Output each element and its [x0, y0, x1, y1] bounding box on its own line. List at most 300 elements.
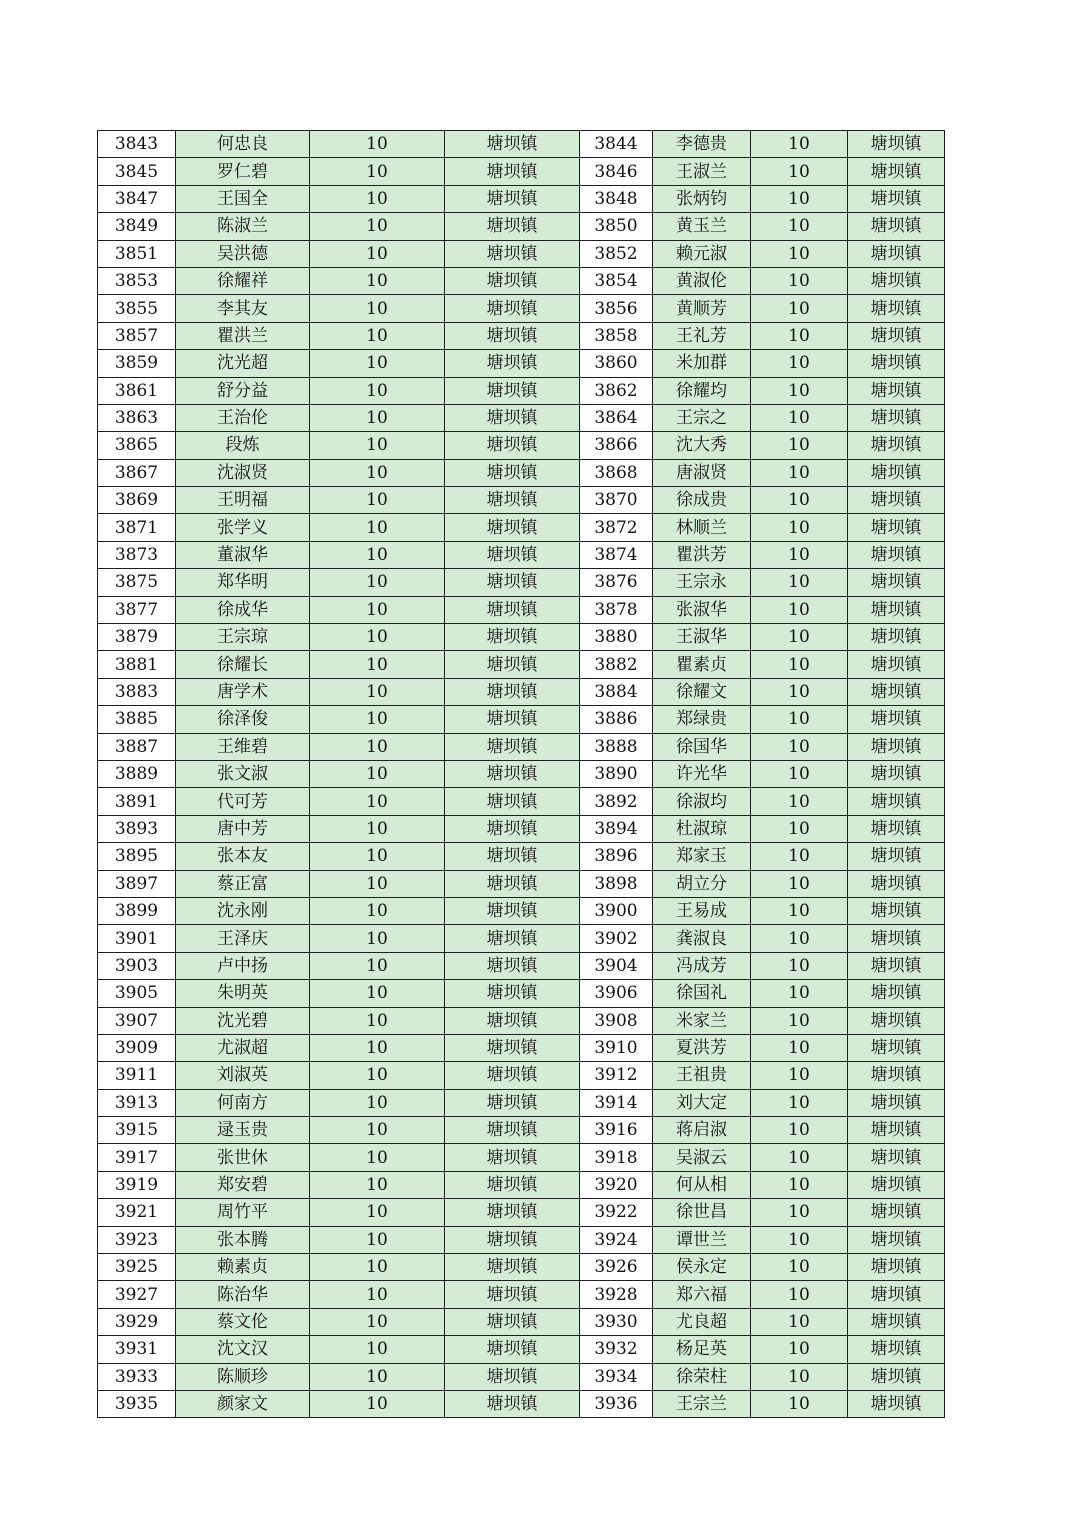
- name-cell: 何从相: [653, 1171, 751, 1198]
- value-cell: 10: [310, 1226, 445, 1253]
- town-cell: 塘坝镇: [848, 843, 945, 870]
- value-cell: 10: [751, 1089, 848, 1116]
- roster-table-body: [98, 131, 945, 1418]
- value-cell: 10: [310, 432, 445, 459]
- value-cell: 10: [310, 1336, 445, 1363]
- name-cell: 刘淑英: [176, 1062, 310, 1089]
- table-row: [98, 952, 945, 979]
- table-row: [98, 1254, 945, 1281]
- town-cell: 塘坝镇: [848, 1062, 945, 1089]
- table-row: [98, 1336, 945, 1363]
- town-cell: 塘坝镇: [445, 541, 580, 568]
- table-row: [98, 925, 945, 952]
- town-cell: 塘坝镇: [848, 377, 945, 404]
- name-cell: 徐泽俊: [176, 706, 310, 733]
- town-cell: 塘坝镇: [445, 1062, 580, 1089]
- name-cell: 徐国礼: [653, 980, 751, 1007]
- table-row: [98, 870, 945, 897]
- value-cell: 10: [751, 1144, 848, 1171]
- value-cell: 10: [751, 897, 848, 924]
- value-cell: 10: [751, 1390, 848, 1417]
- town-cell: 塘坝镇: [848, 1226, 945, 1253]
- value-cell: 10: [751, 295, 848, 322]
- town-cell: 塘坝镇: [848, 788, 945, 815]
- name-cell: 尤淑超: [176, 1034, 310, 1061]
- record-id-cell: 3880: [580, 624, 653, 651]
- town-cell: 塘坝镇: [848, 350, 945, 377]
- town-cell: 塘坝镇: [445, 815, 580, 842]
- record-id-cell: 3862: [580, 377, 653, 404]
- name-cell: 米加群: [653, 350, 751, 377]
- name-cell: 陈治华: [176, 1281, 310, 1308]
- record-id-cell: 3849: [98, 213, 176, 240]
- value-cell: 10: [310, 925, 445, 952]
- value-cell: 10: [310, 706, 445, 733]
- value-cell: 10: [310, 1308, 445, 1335]
- table-row: [98, 760, 945, 787]
- name-cell: 瞿素贞: [653, 651, 751, 678]
- town-cell: 塘坝镇: [445, 322, 580, 349]
- name-cell: 董淑华: [176, 541, 310, 568]
- value-cell: 10: [310, 1281, 445, 1308]
- value-cell: 10: [751, 624, 848, 651]
- record-id-cell: 3871: [98, 514, 176, 541]
- table-row: [98, 678, 945, 705]
- record-id-cell: 3881: [98, 651, 176, 678]
- record-id-cell: 3888: [580, 733, 653, 760]
- table-row: [98, 1363, 945, 1390]
- town-cell: 塘坝镇: [445, 843, 580, 870]
- record-id-cell: 3930: [580, 1308, 653, 1335]
- record-id-cell: 3843: [98, 131, 176, 158]
- value-cell: 10: [310, 1254, 445, 1281]
- name-cell: 吴淑云: [653, 1144, 751, 1171]
- name-cell: 朱明英: [176, 980, 310, 1007]
- value-cell: 10: [751, 1034, 848, 1061]
- name-cell: 李其友: [176, 295, 310, 322]
- record-id-cell: 3852: [580, 240, 653, 267]
- record-id-cell: 3868: [580, 459, 653, 486]
- town-cell: 塘坝镇: [445, 131, 580, 158]
- value-cell: 10: [310, 678, 445, 705]
- record-id-cell: 3853: [98, 267, 176, 294]
- town-cell: 塘坝镇: [445, 1254, 580, 1281]
- name-cell: 赖素贞: [176, 1254, 310, 1281]
- record-id-cell: 3918: [580, 1144, 653, 1171]
- value-cell: 10: [310, 459, 445, 486]
- record-id-cell: 3907: [98, 1007, 176, 1034]
- value-cell: 10: [751, 1363, 848, 1390]
- name-cell: 王治伦: [176, 404, 310, 431]
- name-cell: 沈淑贤: [176, 459, 310, 486]
- name-cell: 张文淑: [176, 760, 310, 787]
- value-cell: 10: [310, 651, 445, 678]
- value-cell: 10: [751, 815, 848, 842]
- value-cell: 10: [310, 870, 445, 897]
- name-cell: 侯永定: [653, 1254, 751, 1281]
- town-cell: 塘坝镇: [445, 1117, 580, 1144]
- record-id-cell: 3905: [98, 980, 176, 1007]
- record-id-cell: 3891: [98, 788, 176, 815]
- town-cell: 塘坝镇: [445, 459, 580, 486]
- record-id-cell: 3866: [580, 432, 653, 459]
- name-cell: 张本友: [176, 843, 310, 870]
- record-id-cell: 3898: [580, 870, 653, 897]
- town-cell: 塘坝镇: [445, 1144, 580, 1171]
- record-id-cell: 3895: [98, 843, 176, 870]
- record-id-cell: 3899: [98, 897, 176, 924]
- name-cell: 王祖贵: [653, 1062, 751, 1089]
- value-cell: 10: [751, 843, 848, 870]
- town-cell: 塘坝镇: [848, 487, 945, 514]
- record-id-cell: 3920: [580, 1171, 653, 1198]
- table-row: [98, 788, 945, 815]
- town-cell: 塘坝镇: [445, 925, 580, 952]
- value-cell: 10: [310, 514, 445, 541]
- value-cell: 10: [751, 541, 848, 568]
- value-cell: 10: [310, 897, 445, 924]
- town-cell: 塘坝镇: [848, 185, 945, 212]
- name-cell: 郑绿贵: [653, 706, 751, 733]
- name-cell: 徐耀均: [653, 377, 751, 404]
- record-id-cell: 3894: [580, 815, 653, 842]
- record-id-cell: 3915: [98, 1117, 176, 1144]
- table-row: [98, 1226, 945, 1253]
- value-cell: 10: [751, 1254, 848, 1281]
- record-id-cell: 3870: [580, 487, 653, 514]
- value-cell: 10: [751, 514, 848, 541]
- record-id-cell: 3845: [98, 158, 176, 185]
- record-id-cell: 3926: [580, 1254, 653, 1281]
- name-cell: 徐世昌: [653, 1199, 751, 1226]
- record-id-cell: 3861: [98, 377, 176, 404]
- name-cell: 尤良超: [653, 1308, 751, 1335]
- record-id-cell: 3892: [580, 788, 653, 815]
- name-cell: 李德贵: [653, 131, 751, 158]
- record-id-cell: 3931: [98, 1336, 176, 1363]
- record-id-cell: 3901: [98, 925, 176, 952]
- value-cell: 10: [751, 925, 848, 952]
- value-cell: 10: [310, 1390, 445, 1417]
- record-id-cell: 3921: [98, 1199, 176, 1226]
- value-cell: 10: [751, 1308, 848, 1335]
- name-cell: 黄淑伦: [653, 267, 751, 294]
- table-row: [98, 185, 945, 212]
- town-cell: 塘坝镇: [445, 487, 580, 514]
- value-cell: 10: [310, 596, 445, 623]
- value-cell: 10: [310, 624, 445, 651]
- record-id-cell: 3917: [98, 1144, 176, 1171]
- name-cell: 王礼芳: [653, 322, 751, 349]
- table-row: [98, 1281, 945, 1308]
- table-row: [98, 1089, 945, 1116]
- value-cell: 10: [751, 706, 848, 733]
- value-cell: 10: [310, 487, 445, 514]
- town-cell: 塘坝镇: [848, 514, 945, 541]
- town-cell: 塘坝镇: [848, 131, 945, 158]
- town-cell: 塘坝镇: [848, 1144, 945, 1171]
- town-cell: 塘坝镇: [445, 596, 580, 623]
- town-cell: 塘坝镇: [848, 1281, 945, 1308]
- name-cell: 蒋启淑: [653, 1117, 751, 1144]
- value-cell: 10: [310, 158, 445, 185]
- table-row: [98, 267, 945, 294]
- name-cell: 颜家文: [176, 1390, 310, 1417]
- record-id-cell: 3929: [98, 1308, 176, 1335]
- record-id-cell: 3855: [98, 295, 176, 322]
- town-cell: 塘坝镇: [445, 1199, 580, 1226]
- table-row: [98, 432, 945, 459]
- name-cell: 王淑华: [653, 624, 751, 651]
- value-cell: 10: [751, 1199, 848, 1226]
- town-cell: 塘坝镇: [445, 213, 580, 240]
- name-cell: 林顺兰: [653, 514, 751, 541]
- town-cell: 塘坝镇: [445, 706, 580, 733]
- table-row: [98, 295, 945, 322]
- value-cell: 10: [751, 213, 848, 240]
- town-cell: 塘坝镇: [848, 952, 945, 979]
- value-cell: 10: [310, 1363, 445, 1390]
- record-id-cell: 3922: [580, 1199, 653, 1226]
- value-cell: 10: [310, 1199, 445, 1226]
- record-id-cell: 3858: [580, 322, 653, 349]
- table-row: [98, 1199, 945, 1226]
- record-id-cell: 3928: [580, 1281, 653, 1308]
- value-cell: 10: [751, 980, 848, 1007]
- town-cell: 塘坝镇: [848, 980, 945, 1007]
- value-cell: 10: [751, 1226, 848, 1253]
- town-cell: 塘坝镇: [445, 267, 580, 294]
- record-id-cell: 3878: [580, 596, 653, 623]
- value-cell: 10: [310, 404, 445, 431]
- name-cell: 段炼: [176, 432, 310, 459]
- value-cell: 10: [310, 295, 445, 322]
- town-cell: 塘坝镇: [445, 295, 580, 322]
- name-cell: 谭世兰: [653, 1226, 751, 1253]
- town-cell: 塘坝镇: [848, 1363, 945, 1390]
- value-cell: 10: [751, 459, 848, 486]
- town-cell: 塘坝镇: [848, 815, 945, 842]
- name-cell: 代可芳: [176, 788, 310, 815]
- value-cell: 10: [310, 1117, 445, 1144]
- name-cell: 米家兰: [653, 1007, 751, 1034]
- name-cell: 郑家玉: [653, 843, 751, 870]
- town-cell: 塘坝镇: [445, 1363, 580, 1390]
- table-row: [98, 459, 945, 486]
- record-id-cell: 3897: [98, 870, 176, 897]
- value-cell: 10: [751, 1171, 848, 1198]
- record-id-cell: 3869: [98, 487, 176, 514]
- name-cell: 陈淑兰: [176, 213, 310, 240]
- name-cell: 郑六福: [653, 1281, 751, 1308]
- roster-table: [97, 130, 945, 1418]
- value-cell: 10: [751, 1281, 848, 1308]
- town-cell: 塘坝镇: [848, 432, 945, 459]
- value-cell: 10: [751, 267, 848, 294]
- name-cell: 王维碧: [176, 733, 310, 760]
- table-row: [98, 624, 945, 651]
- table-row: [98, 596, 945, 623]
- name-cell: 张世休: [176, 1144, 310, 1171]
- town-cell: 塘坝镇: [848, 1007, 945, 1034]
- record-id-cell: 3865: [98, 432, 176, 459]
- value-cell: 10: [751, 870, 848, 897]
- record-id-cell: 3906: [580, 980, 653, 1007]
- name-cell: 沈大秀: [653, 432, 751, 459]
- value-cell: 10: [751, 240, 848, 267]
- town-cell: 塘坝镇: [848, 897, 945, 924]
- town-cell: 塘坝镇: [848, 213, 945, 240]
- record-id-cell: 3854: [580, 267, 653, 294]
- town-cell: 塘坝镇: [445, 733, 580, 760]
- town-cell: 塘坝镇: [445, 980, 580, 1007]
- table-row: [98, 350, 945, 377]
- name-cell: 舒分益: [176, 377, 310, 404]
- town-cell: 塘坝镇: [848, 1089, 945, 1116]
- town-cell: 塘坝镇: [848, 678, 945, 705]
- record-id-cell: 3910: [580, 1034, 653, 1061]
- town-cell: 塘坝镇: [445, 1281, 580, 1308]
- name-cell: 徐耀长: [176, 651, 310, 678]
- record-id-cell: 3885: [98, 706, 176, 733]
- value-cell: 10: [751, 404, 848, 431]
- record-id-cell: 3936: [580, 1390, 653, 1417]
- name-cell: 王宗兰: [653, 1390, 751, 1417]
- table-row: [98, 404, 945, 431]
- town-cell: 塘坝镇: [445, 678, 580, 705]
- table-row: [98, 1144, 945, 1171]
- name-cell: 沈文汉: [176, 1336, 310, 1363]
- town-cell: 塘坝镇: [445, 514, 580, 541]
- value-cell: 10: [751, 487, 848, 514]
- town-cell: 塘坝镇: [445, 1308, 580, 1335]
- value-cell: 10: [751, 651, 848, 678]
- record-id-cell: 3876: [580, 569, 653, 596]
- town-cell: 塘坝镇: [848, 1034, 945, 1061]
- name-cell: 刘大定: [653, 1089, 751, 1116]
- town-cell: 塘坝镇: [445, 952, 580, 979]
- town-cell: 塘坝镇: [445, 1007, 580, 1034]
- value-cell: 10: [751, 350, 848, 377]
- name-cell: 张淑华: [653, 596, 751, 623]
- name-cell: 唐中芳: [176, 815, 310, 842]
- town-cell: 塘坝镇: [445, 1034, 580, 1061]
- table-row: [98, 980, 945, 1007]
- town-cell: 塘坝镇: [445, 1390, 580, 1417]
- record-id-cell: 3848: [580, 185, 653, 212]
- name-cell: 逯玉贵: [176, 1117, 310, 1144]
- value-cell: 10: [751, 185, 848, 212]
- name-cell: 徐国华: [653, 733, 751, 760]
- value-cell: 10: [751, 1117, 848, 1144]
- record-id-cell: 3879: [98, 624, 176, 651]
- value-cell: 10: [751, 432, 848, 459]
- value-cell: 10: [310, 377, 445, 404]
- name-cell: 唐淑贤: [653, 459, 751, 486]
- town-cell: 塘坝镇: [848, 569, 945, 596]
- value-cell: 10: [310, 350, 445, 377]
- name-cell: 蔡正富: [176, 870, 310, 897]
- town-cell: 塘坝镇: [445, 1226, 580, 1253]
- record-id-cell: 3893: [98, 815, 176, 842]
- table-row: [98, 322, 945, 349]
- record-id-cell: 3872: [580, 514, 653, 541]
- value-cell: 10: [310, 569, 445, 596]
- value-cell: 10: [310, 1007, 445, 1034]
- table-row: [98, 541, 945, 568]
- name-cell: 徐成贵: [653, 487, 751, 514]
- record-id-cell: 3844: [580, 131, 653, 158]
- record-id-cell: 3874: [580, 541, 653, 568]
- town-cell: 塘坝镇: [445, 404, 580, 431]
- record-id-cell: 3890: [580, 760, 653, 787]
- town-cell: 塘坝镇: [848, 267, 945, 294]
- name-cell: 徐耀祥: [176, 267, 310, 294]
- name-cell: 夏洪芳: [653, 1034, 751, 1061]
- name-cell: 郑安碧: [176, 1171, 310, 1198]
- name-cell: 赖元淑: [653, 240, 751, 267]
- name-cell: 王明福: [176, 487, 310, 514]
- table-row: [98, 213, 945, 240]
- town-cell: 塘坝镇: [848, 624, 945, 651]
- value-cell: 10: [751, 788, 848, 815]
- value-cell: 10: [310, 240, 445, 267]
- record-id-cell: 3912: [580, 1062, 653, 1089]
- value-cell: 10: [751, 158, 848, 185]
- table-row: [98, 131, 945, 158]
- name-cell: 王宗之: [653, 404, 751, 431]
- name-cell: 周竹平: [176, 1199, 310, 1226]
- name-cell: 沈光碧: [176, 1007, 310, 1034]
- town-cell: 塘坝镇: [445, 158, 580, 185]
- table-row: [98, 1117, 945, 1144]
- value-cell: 10: [310, 788, 445, 815]
- table-row: [98, 706, 945, 733]
- town-cell: 塘坝镇: [445, 897, 580, 924]
- record-id-cell: 3914: [580, 1089, 653, 1116]
- town-cell: 塘坝镇: [445, 1171, 580, 1198]
- table-row: [98, 514, 945, 541]
- town-cell: 塘坝镇: [848, 706, 945, 733]
- record-id-cell: 3933: [98, 1363, 176, 1390]
- name-cell: 张学义: [176, 514, 310, 541]
- record-id-cell: 3860: [580, 350, 653, 377]
- record-id-cell: 3913: [98, 1089, 176, 1116]
- name-cell: 杜淑琼: [653, 815, 751, 842]
- record-id-cell: 3883: [98, 678, 176, 705]
- town-cell: 塘坝镇: [848, 322, 945, 349]
- town-cell: 塘坝镇: [445, 624, 580, 651]
- value-cell: 10: [310, 267, 445, 294]
- table-row: [98, 815, 945, 842]
- record-id-cell: 3887: [98, 733, 176, 760]
- town-cell: 塘坝镇: [848, 1254, 945, 1281]
- table-row: [98, 487, 945, 514]
- value-cell: 10: [751, 596, 848, 623]
- record-id-cell: 3925: [98, 1254, 176, 1281]
- value-cell: 10: [310, 815, 445, 842]
- table-row: [98, 733, 945, 760]
- town-cell: 塘坝镇: [848, 651, 945, 678]
- name-cell: 徐淑均: [653, 788, 751, 815]
- value-cell: 10: [751, 952, 848, 979]
- record-id-cell: 3851: [98, 240, 176, 267]
- record-id-cell: 3847: [98, 185, 176, 212]
- name-cell: 唐学术: [176, 678, 310, 705]
- town-cell: 塘坝镇: [445, 760, 580, 787]
- record-id-cell: 3889: [98, 760, 176, 787]
- table-row: [98, 1390, 945, 1417]
